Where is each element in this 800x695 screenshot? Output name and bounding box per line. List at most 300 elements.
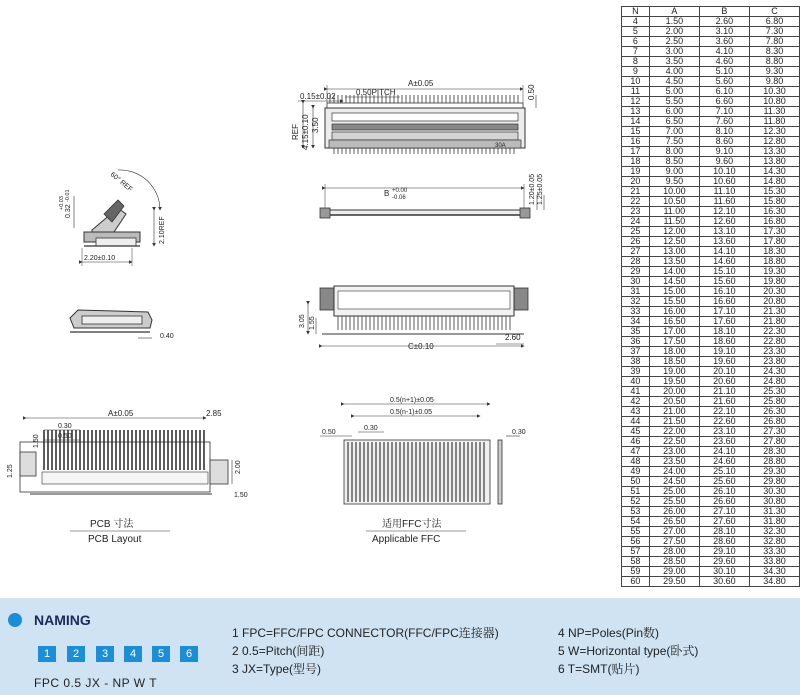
table-row — [622, 87, 800, 97]
table-cell: 30.10 — [699, 567, 749, 577]
table-row — [622, 27, 800, 37]
table-row — [622, 257, 800, 267]
table-cell: 18.60 — [699, 337, 749, 347]
table-cell: 19.00 — [649, 367, 699, 377]
table-cell: 12.50 — [649, 237, 699, 247]
ffc-dim-n1: 0.5(n+1)±0.05 — [390, 397, 434, 404]
table-cell: 22.10 — [699, 407, 749, 417]
table-cell: 18 — [622, 157, 650, 167]
bottom-view — [299, 286, 528, 351]
ffc-dim-030: 0.30 — [364, 425, 378, 432]
table-row — [622, 427, 800, 437]
table-body — [622, 17, 800, 587]
table-cell: 35 — [622, 327, 650, 337]
table-cell: 10.80 — [749, 97, 799, 107]
table-row — [622, 347, 800, 357]
front-view — [320, 174, 544, 218]
table-cell: 23.10 — [699, 427, 749, 437]
table-cell: 33.30 — [749, 547, 799, 557]
table-cell: 38 — [622, 357, 650, 367]
table-cell: 50 — [622, 477, 650, 487]
table-cell: 36 — [622, 337, 650, 347]
table-cell: 21.30 — [749, 307, 799, 317]
table-cell: 22.80 — [749, 337, 799, 347]
table-cell: 15.10 — [699, 267, 749, 277]
table-row — [622, 247, 800, 257]
table-cell: 24.60 — [699, 457, 749, 467]
table-cell: 32.80 — [749, 537, 799, 547]
table-cell: 27.10 — [699, 507, 749, 517]
code-box-1: 1 — [38, 646, 56, 662]
table-cell: 15 — [622, 127, 650, 137]
table-cell: 18.30 — [749, 247, 799, 257]
table-cell: 26.00 — [649, 507, 699, 517]
table-cell: 5.10 — [699, 67, 749, 77]
table-row — [622, 457, 800, 467]
table-cell: 45 — [622, 427, 650, 437]
naming-item-3: 3 JX=Type(型号) — [232, 662, 322, 676]
table-header-row — [622, 7, 800, 17]
table-cell: 6.50 — [649, 117, 699, 127]
table-cell: 13.50 — [649, 257, 699, 267]
table-cell: 54 — [622, 517, 650, 527]
table-cell: 1.50 — [649, 17, 699, 27]
dim-right-050: 0.50 — [527, 84, 536, 100]
table-cell: 34.30 — [749, 567, 799, 577]
table-cell: 11.00 — [649, 207, 699, 217]
table-cell: 25.50 — [649, 497, 699, 507]
table-cell: 57 — [622, 547, 650, 557]
dim-032-plus: +0.03 — [59, 196, 65, 210]
dimension-table — [621, 6, 800, 587]
table-cell: 28.00 — [649, 547, 699, 557]
table-row — [622, 327, 800, 337]
table-cell: 28.80 — [749, 457, 799, 467]
table-cell: 52 — [622, 497, 650, 507]
table-cell: 17.50 — [649, 337, 699, 347]
table-cell: 8.50 — [649, 157, 699, 167]
table-cell: 28.30 — [749, 447, 799, 457]
code-box-3: 3 — [96, 646, 114, 662]
table-row — [622, 237, 800, 247]
table-cell: 25.60 — [699, 477, 749, 487]
table-cell: 3.50 — [649, 57, 699, 67]
dim-c: C±0.10 — [408, 342, 434, 351]
table-cell: 11.80 — [749, 117, 799, 127]
table-cell: 53 — [622, 507, 650, 517]
table-cell: 28.10 — [699, 527, 749, 537]
dim-ref: REF — [291, 124, 300, 140]
table-cell: 24.80 — [749, 377, 799, 387]
table-cell: 33.80 — [749, 557, 799, 567]
table-cell: 17.60 — [699, 317, 749, 327]
table-cell: 19.50 — [649, 377, 699, 387]
table-cell: 20.00 — [649, 387, 699, 397]
table-cell: 41 — [622, 387, 650, 397]
table-cell: 26.60 — [699, 497, 749, 507]
pcb-label-en: PCB Layout — [88, 534, 142, 545]
table-cell: 6.80 — [749, 17, 799, 27]
pcb-dim-030: 0.30 — [58, 423, 72, 430]
table-cell: 4.10 — [699, 47, 749, 57]
table-cell: 15.00 — [649, 287, 699, 297]
naming-code: FPC 0.5 JX - NP W T — [34, 676, 158, 690]
table-cell: 14.10 — [699, 247, 749, 257]
table-row — [622, 147, 800, 157]
table-cell: 19 — [622, 167, 650, 177]
table-cell: 12 — [622, 97, 650, 107]
table-row — [622, 177, 800, 187]
table-cell: 29 — [622, 267, 650, 277]
table-cell: 6.00 — [649, 107, 699, 117]
table-cell: 16.80 — [749, 217, 799, 227]
table-cell: 32 — [622, 297, 650, 307]
table-cell: 23.50 — [649, 457, 699, 467]
table-cell: 7.30 — [749, 27, 799, 37]
table-cell: 27.60 — [699, 517, 749, 527]
table-cell: 58 — [622, 557, 650, 567]
table-row — [622, 387, 800, 397]
table-cell: 55 — [622, 527, 650, 537]
ffc-label-en: Applicable FFC — [372, 534, 441, 545]
table-cell: 29.60 — [699, 557, 749, 567]
table-row — [622, 37, 800, 47]
table-cell: 15.80 — [749, 197, 799, 207]
table-cell: 8.10 — [699, 127, 749, 137]
table-cell: 51 — [622, 487, 650, 497]
table-cell: 15.30 — [749, 187, 799, 197]
table-cell: 34.80 — [749, 577, 799, 587]
table-cell: 59 — [622, 567, 650, 577]
table-row — [622, 397, 800, 407]
mark-30a: 30A — [495, 143, 506, 149]
pcb-dim-a: A±0.05 — [108, 409, 134, 418]
table-row — [622, 197, 800, 207]
table-row — [622, 217, 800, 227]
table-cell: 16.00 — [649, 307, 699, 317]
table-row — [622, 567, 800, 577]
table-cell: 3.60 — [699, 37, 749, 47]
table-cell: 19.10 — [699, 347, 749, 357]
table-cell: 25.80 — [749, 397, 799, 407]
table-row — [622, 467, 800, 477]
table-cell: 27.00 — [649, 527, 699, 537]
table-row — [622, 97, 800, 107]
dim-220: 2.20±0.10 — [84, 255, 116, 262]
table-cell: 9.00 — [649, 167, 699, 177]
table-cell: 5.50 — [649, 97, 699, 107]
naming-title: NAMING — [34, 612, 91, 628]
table-row — [622, 317, 800, 327]
table-cell: 39 — [622, 367, 650, 377]
table-cell: 20.50 — [649, 397, 699, 407]
table-row — [622, 357, 800, 367]
table-cell: 26.80 — [749, 417, 799, 427]
table-cell: 16.30 — [749, 207, 799, 217]
table-cell: 21 — [622, 187, 650, 197]
table-row — [622, 417, 800, 427]
naming-item-1: 1 FPC=FFC/FPC CONNECTOR(FFC/FPC连接器) — [232, 626, 499, 640]
table-cell: 15.60 — [699, 277, 749, 287]
dim-260: 2.60 — [505, 333, 521, 342]
table-cell: 5.60 — [699, 77, 749, 87]
table-cell: 14.00 — [649, 267, 699, 277]
table-cell: 24.00 — [649, 467, 699, 477]
table-cell: 8.60 — [699, 137, 749, 147]
table-cell: 7.80 — [749, 37, 799, 47]
table-cell: 43 — [622, 407, 650, 417]
table-row — [622, 537, 800, 547]
table-cell: 13.00 — [649, 247, 699, 257]
table-cell: 12.60 — [699, 217, 749, 227]
table-cell: 29.10 — [699, 547, 749, 557]
table-cell: 30.80 — [749, 497, 799, 507]
table-cell: 31.80 — [749, 517, 799, 527]
table-cell: 27.50 — [649, 537, 699, 547]
pcb-dim-125: 1.25 — [7, 464, 14, 478]
pcb-dim-050: 0.50 — [58, 433, 72, 440]
table-cell: 12.30 — [749, 127, 799, 137]
table-cell: 4.60 — [699, 57, 749, 67]
table-cell: 10.60 — [699, 177, 749, 187]
table-cell: 3.10 — [699, 27, 749, 37]
pcb-layout — [7, 409, 248, 545]
table-row — [622, 507, 800, 517]
dim-125: 1.25±0.05 — [537, 173, 544, 205]
table-header-n: N — [622, 7, 650, 17]
table-cell: 9.50 — [649, 177, 699, 187]
table-cell: 33 — [622, 307, 650, 317]
table-cell: 21.80 — [749, 317, 799, 327]
table-row — [622, 377, 800, 387]
table-cell: 49 — [622, 467, 650, 477]
table-cell: 12.10 — [699, 207, 749, 217]
dim-210: 2.10REF — [159, 216, 166, 244]
table-cell: 24.30 — [749, 367, 799, 377]
table-cell: 12.80 — [749, 137, 799, 147]
table-cell: 29.30 — [749, 467, 799, 477]
table-cell: 16.50 — [649, 317, 699, 327]
table-cell: 11 — [622, 87, 650, 97]
table-row — [622, 137, 800, 147]
table-row — [622, 287, 800, 297]
table-cell: 26.50 — [649, 517, 699, 527]
dim-305: 3.05 — [299, 314, 306, 328]
table-cell: 14 — [622, 117, 650, 127]
table-cell: 20.60 — [699, 377, 749, 387]
table-cell: 27.80 — [749, 437, 799, 447]
dim-350: 3.50 — [311, 117, 320, 133]
table-row — [622, 497, 800, 507]
table-cell: 23.60 — [699, 437, 749, 447]
table-row — [622, 127, 800, 137]
table-cell: 9.80 — [749, 77, 799, 87]
pcb-label-cn: PCB 寸法 — [90, 519, 134, 530]
table-cell: 23.80 — [749, 357, 799, 367]
table-row — [622, 57, 800, 67]
table-row — [622, 307, 800, 317]
table-cell: 21.60 — [699, 397, 749, 407]
table-cell: 2.60 — [699, 17, 749, 27]
code-box-4: 4 — [124, 646, 142, 662]
table-cell: 7.00 — [649, 127, 699, 137]
table-cell: 24 — [622, 217, 650, 227]
table-cell: 10 — [622, 77, 650, 87]
table-cell: 18.10 — [699, 327, 749, 337]
table-cell: 31 — [622, 287, 650, 297]
table-cell: 4 — [622, 17, 650, 27]
table-cell: 13.10 — [699, 227, 749, 237]
table-cell: 23 — [622, 207, 650, 217]
table-cell: 40 — [622, 377, 650, 387]
table-cell: 31.30 — [749, 507, 799, 517]
table-cell: 14.80 — [749, 177, 799, 187]
table-row — [622, 297, 800, 307]
table-cell: 21.10 — [699, 387, 749, 397]
ffc-label-cn: 适用FFC寸法 — [382, 519, 442, 530]
table-row — [622, 527, 800, 537]
ffc-view — [320, 397, 526, 545]
ffc-dim-030-right: 0.30 — [512, 429, 526, 436]
dim-032: 0.32 — [65, 204, 72, 218]
pcb-dim-285: 2.85 — [206, 409, 222, 418]
table-cell: 17.10 — [699, 307, 749, 317]
table-cell: 2.00 — [649, 27, 699, 37]
ffc-dim-050: 0.50 — [322, 429, 336, 436]
table-cell: 29.00 — [649, 567, 699, 577]
table-cell: 13.80 — [749, 157, 799, 167]
table-row — [622, 107, 800, 117]
dim-b: B — [384, 189, 390, 198]
table-cell: 8.80 — [749, 57, 799, 67]
table-cell: 9.30 — [749, 67, 799, 77]
dim-415: 4.15±0.10 — [301, 114, 310, 150]
table-row — [622, 577, 800, 587]
table-cell: 7.60 — [699, 117, 749, 127]
table-cell: 7.10 — [699, 107, 749, 117]
table-cell: 7.50 — [649, 137, 699, 147]
table-cell: 24.10 — [699, 447, 749, 457]
naming-section — [0, 598, 800, 695]
dim-155: 1.55 — [309, 316, 316, 330]
top-view — [291, 79, 536, 154]
table-cell: 20.30 — [749, 287, 799, 297]
table-row — [622, 447, 800, 457]
table-cell: 9 — [622, 67, 650, 77]
table-cell: 17 — [622, 147, 650, 157]
table-cell: 37 — [622, 347, 650, 357]
table-row — [622, 407, 800, 417]
table-cell: 34 — [622, 317, 650, 327]
table-row — [622, 117, 800, 127]
dim-a-top: A±0.05 — [408, 79, 434, 88]
table-cell: 30.30 — [749, 487, 799, 497]
table-header-c: C — [749, 7, 799, 17]
table-cell: 42 — [622, 397, 650, 407]
table-cell: 20.80 — [749, 297, 799, 307]
table-cell: 32.30 — [749, 527, 799, 537]
table-cell: 20.10 — [699, 367, 749, 377]
table-cell: 29.50 — [649, 577, 699, 587]
table-cell: 5 — [622, 27, 650, 37]
table-cell: 22 — [622, 197, 650, 207]
table-row — [622, 487, 800, 497]
table-cell: 26.30 — [749, 407, 799, 417]
pcb-dim-150-left: 1.50 — [33, 434, 40, 448]
dim-angle-ref: 60° REF — [108, 171, 134, 194]
pcb-dim-150-right: 1.50 — [234, 492, 248, 499]
table-cell: 7 — [622, 47, 650, 57]
table-cell: 28.50 — [649, 557, 699, 567]
table-cell: 18.00 — [649, 347, 699, 357]
table-cell: 30.60 — [699, 577, 749, 587]
table-cell: 8 — [622, 57, 650, 67]
table-cell: 44 — [622, 417, 650, 427]
dim-b-minus: -0.06 — [392, 195, 406, 201]
table-cell: 10.10 — [699, 167, 749, 177]
table-cell: 25.00 — [649, 487, 699, 497]
table-cell: 19.60 — [699, 357, 749, 367]
table-cell: 21.00 — [649, 407, 699, 417]
table-cell: 56 — [622, 537, 650, 547]
dim-b-plus: +0.00 — [392, 188, 408, 194]
table-cell: 4.00 — [649, 67, 699, 77]
table-cell: 20 — [622, 177, 650, 187]
table-cell: 29.80 — [749, 477, 799, 487]
table-cell: 9.60 — [699, 157, 749, 167]
table-cell: 13 — [622, 107, 650, 117]
table-cell: 9.10 — [699, 147, 749, 157]
table-cell: 16 — [622, 137, 650, 147]
ffc-dim-n-1: 0.5(n-1)±0.05 — [390, 409, 432, 416]
table-cell: 10.30 — [749, 87, 799, 97]
table-cell: 47 — [622, 447, 650, 457]
table-cell: 25 — [622, 227, 650, 237]
table-row — [622, 207, 800, 217]
code-box-2: 2 — [67, 646, 85, 662]
table-cell: 11.60 — [699, 197, 749, 207]
code-box-5: 5 — [152, 646, 170, 662]
table-cell: 6.10 — [699, 87, 749, 97]
table-cell: 11.50 — [649, 217, 699, 227]
bullet-dot-icon — [8, 613, 22, 627]
dim-120: 1.20±0.05 — [529, 173, 536, 205]
table-cell: 17.80 — [749, 237, 799, 247]
table-cell: 23.00 — [649, 447, 699, 457]
table-cell: 11.10 — [699, 187, 749, 197]
table-cell: 46 — [622, 437, 650, 447]
table-cell: 18.80 — [749, 257, 799, 267]
table-cell: 10.50 — [649, 197, 699, 207]
side-view — [59, 170, 166, 266]
table-cell: 28 — [622, 257, 650, 267]
table-cell: 22.50 — [649, 437, 699, 447]
table-cell: 30 — [622, 277, 650, 287]
table-row — [622, 77, 800, 87]
table-cell: 25.30 — [749, 387, 799, 397]
table-cell: 17.00 — [649, 327, 699, 337]
table-cell: 21.50 — [649, 417, 699, 427]
table-cell: 10.00 — [649, 187, 699, 197]
table-cell: 24.50 — [649, 477, 699, 487]
table-row — [622, 367, 800, 377]
table-row — [622, 477, 800, 487]
table-row — [622, 227, 800, 237]
table-cell: 26.10 — [699, 487, 749, 497]
table-header-b: B — [699, 7, 749, 17]
table-row — [622, 337, 800, 347]
table-row — [622, 267, 800, 277]
